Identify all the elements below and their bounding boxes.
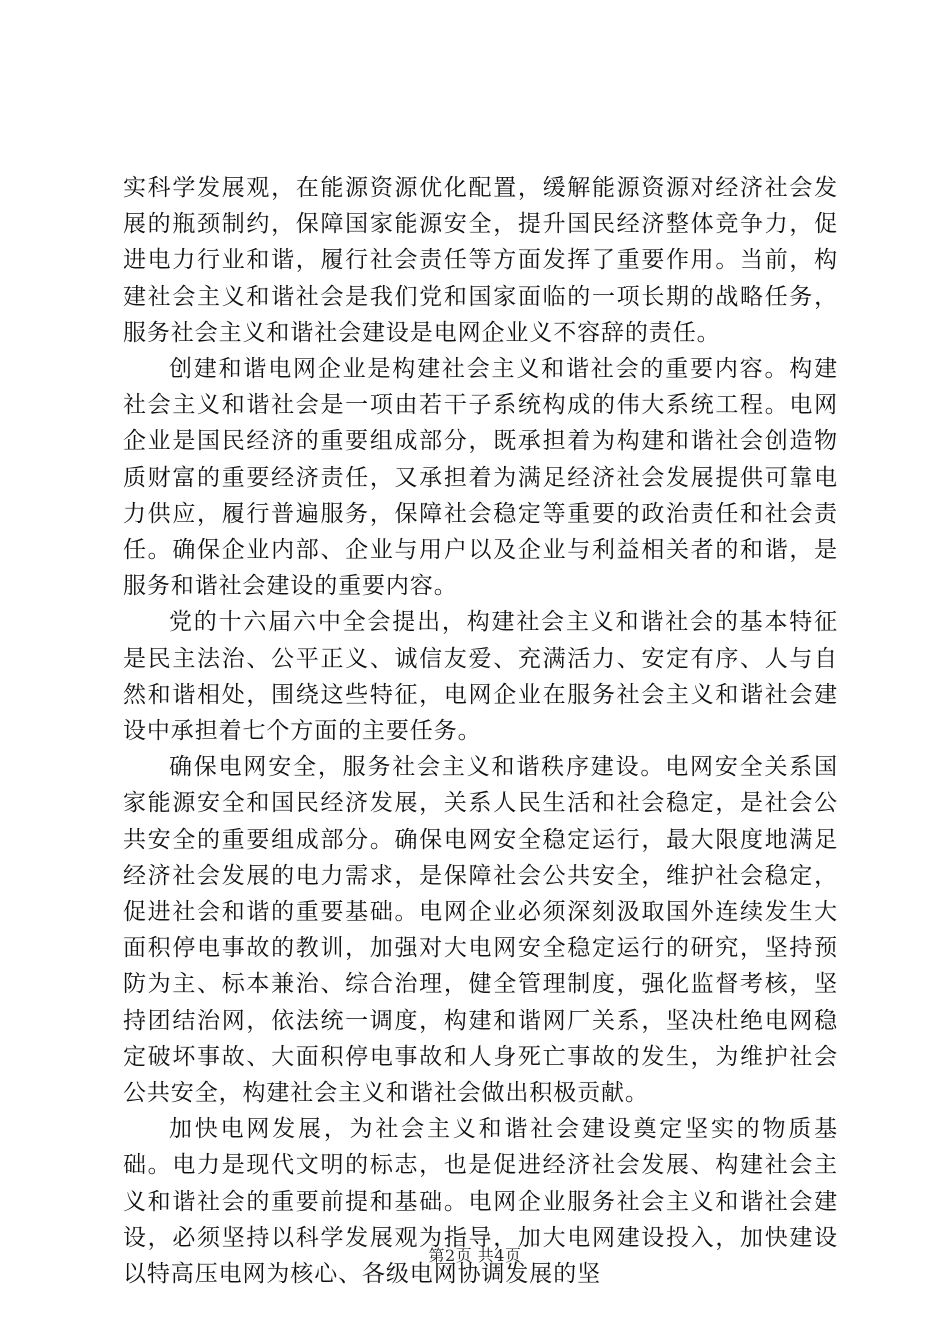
paragraph-3: 党的十六届六中全会提出，构建社会主义和谐社会的基本特征是民主法治、公平正义、诚信友爱、充满活力、安定有序、人与自然和谐相处，围绕这些特征，电网企业在服务社会主义和谐社会建设中承担着七个方面的主要任务。 xyxy=(123,609,838,745)
paragraph-5: 加快电网发展，为社会主义和谐社会建设奠定坚实的物质基础。电力是现代文明的标志，也是促进经济社会发展、构建社会主义和谐社会的重要前提和基础。电网企业服务社会主义和谐社会建设，必须坚持以科学发展观为指导，加大电网建设投入，加快建设以特高压电网为核心、各级电网协调发展的坚 xyxy=(123,1116,838,1288)
document-body xyxy=(123,170,838,1292)
paragraph-1: 实科学发展观，在能源资源优化配置，缓解能源资源对经济社会发展的瓶颈制约，保障国家能源安全，提升国民经济整体竞争力，促进电力行业和谐，履行社会责任等方面发挥了重要作用。当前，构建社会主义和谐社会是我们党和国家面临的一项长期的战略任务，服务社会主义和谐社会建设是电网企业义不容辞的责任。 xyxy=(123,175,838,346)
page-number-footer: 第2页 共4页 xyxy=(428,1246,522,1265)
paragraph-2: 创建和谐电网企业是构建社会主义和谐社会的重要内容。构建社会主义和谐社会是一项由若干子系统构成的伟大系统工程。电网企业是国民经济的重要组成部分，既承担着为构建和谐社会创造物质财富的重要经济责任，又承担着为满足经济社会发展提供可靠电力供应，履行普遍服务，保障社会稳定等重要的政治责任和社会责任。确保企业内部、企业与用户以及企业与利益相关者的和谐，是服务和谐社会建设的重要内容。 xyxy=(123,356,838,600)
paragraph-4: 确保电网安全，服务社会主义和谐秩序建设。电网安全关系国家能源安全和国民经济发展，关系人民生活和社会稳定，是社会公共安全的重要组成部分。确保电网安全稳定运行，最大限度地满足经济社会发展的电力需求，是保障社会公共安全，维护社会稳定，促进社会和谐的重要基础。电网企业必须深刻汲取国外连续发生大面积停电事故的教训，加强对大电网安全稳定运行的研究，坚持预防为主、标本兼治、综合治理，健全管理制度，强化监督考核，坚持团结治网，依法统一调度，构建和谐网厂关系，坚决杜绝电网稳定破坏事故、大面积停电事故和人身死亡事故的发生，为维护社会公共安全，构建社会主义和谐社会做出积极贡献。 xyxy=(123,754,838,1107)
